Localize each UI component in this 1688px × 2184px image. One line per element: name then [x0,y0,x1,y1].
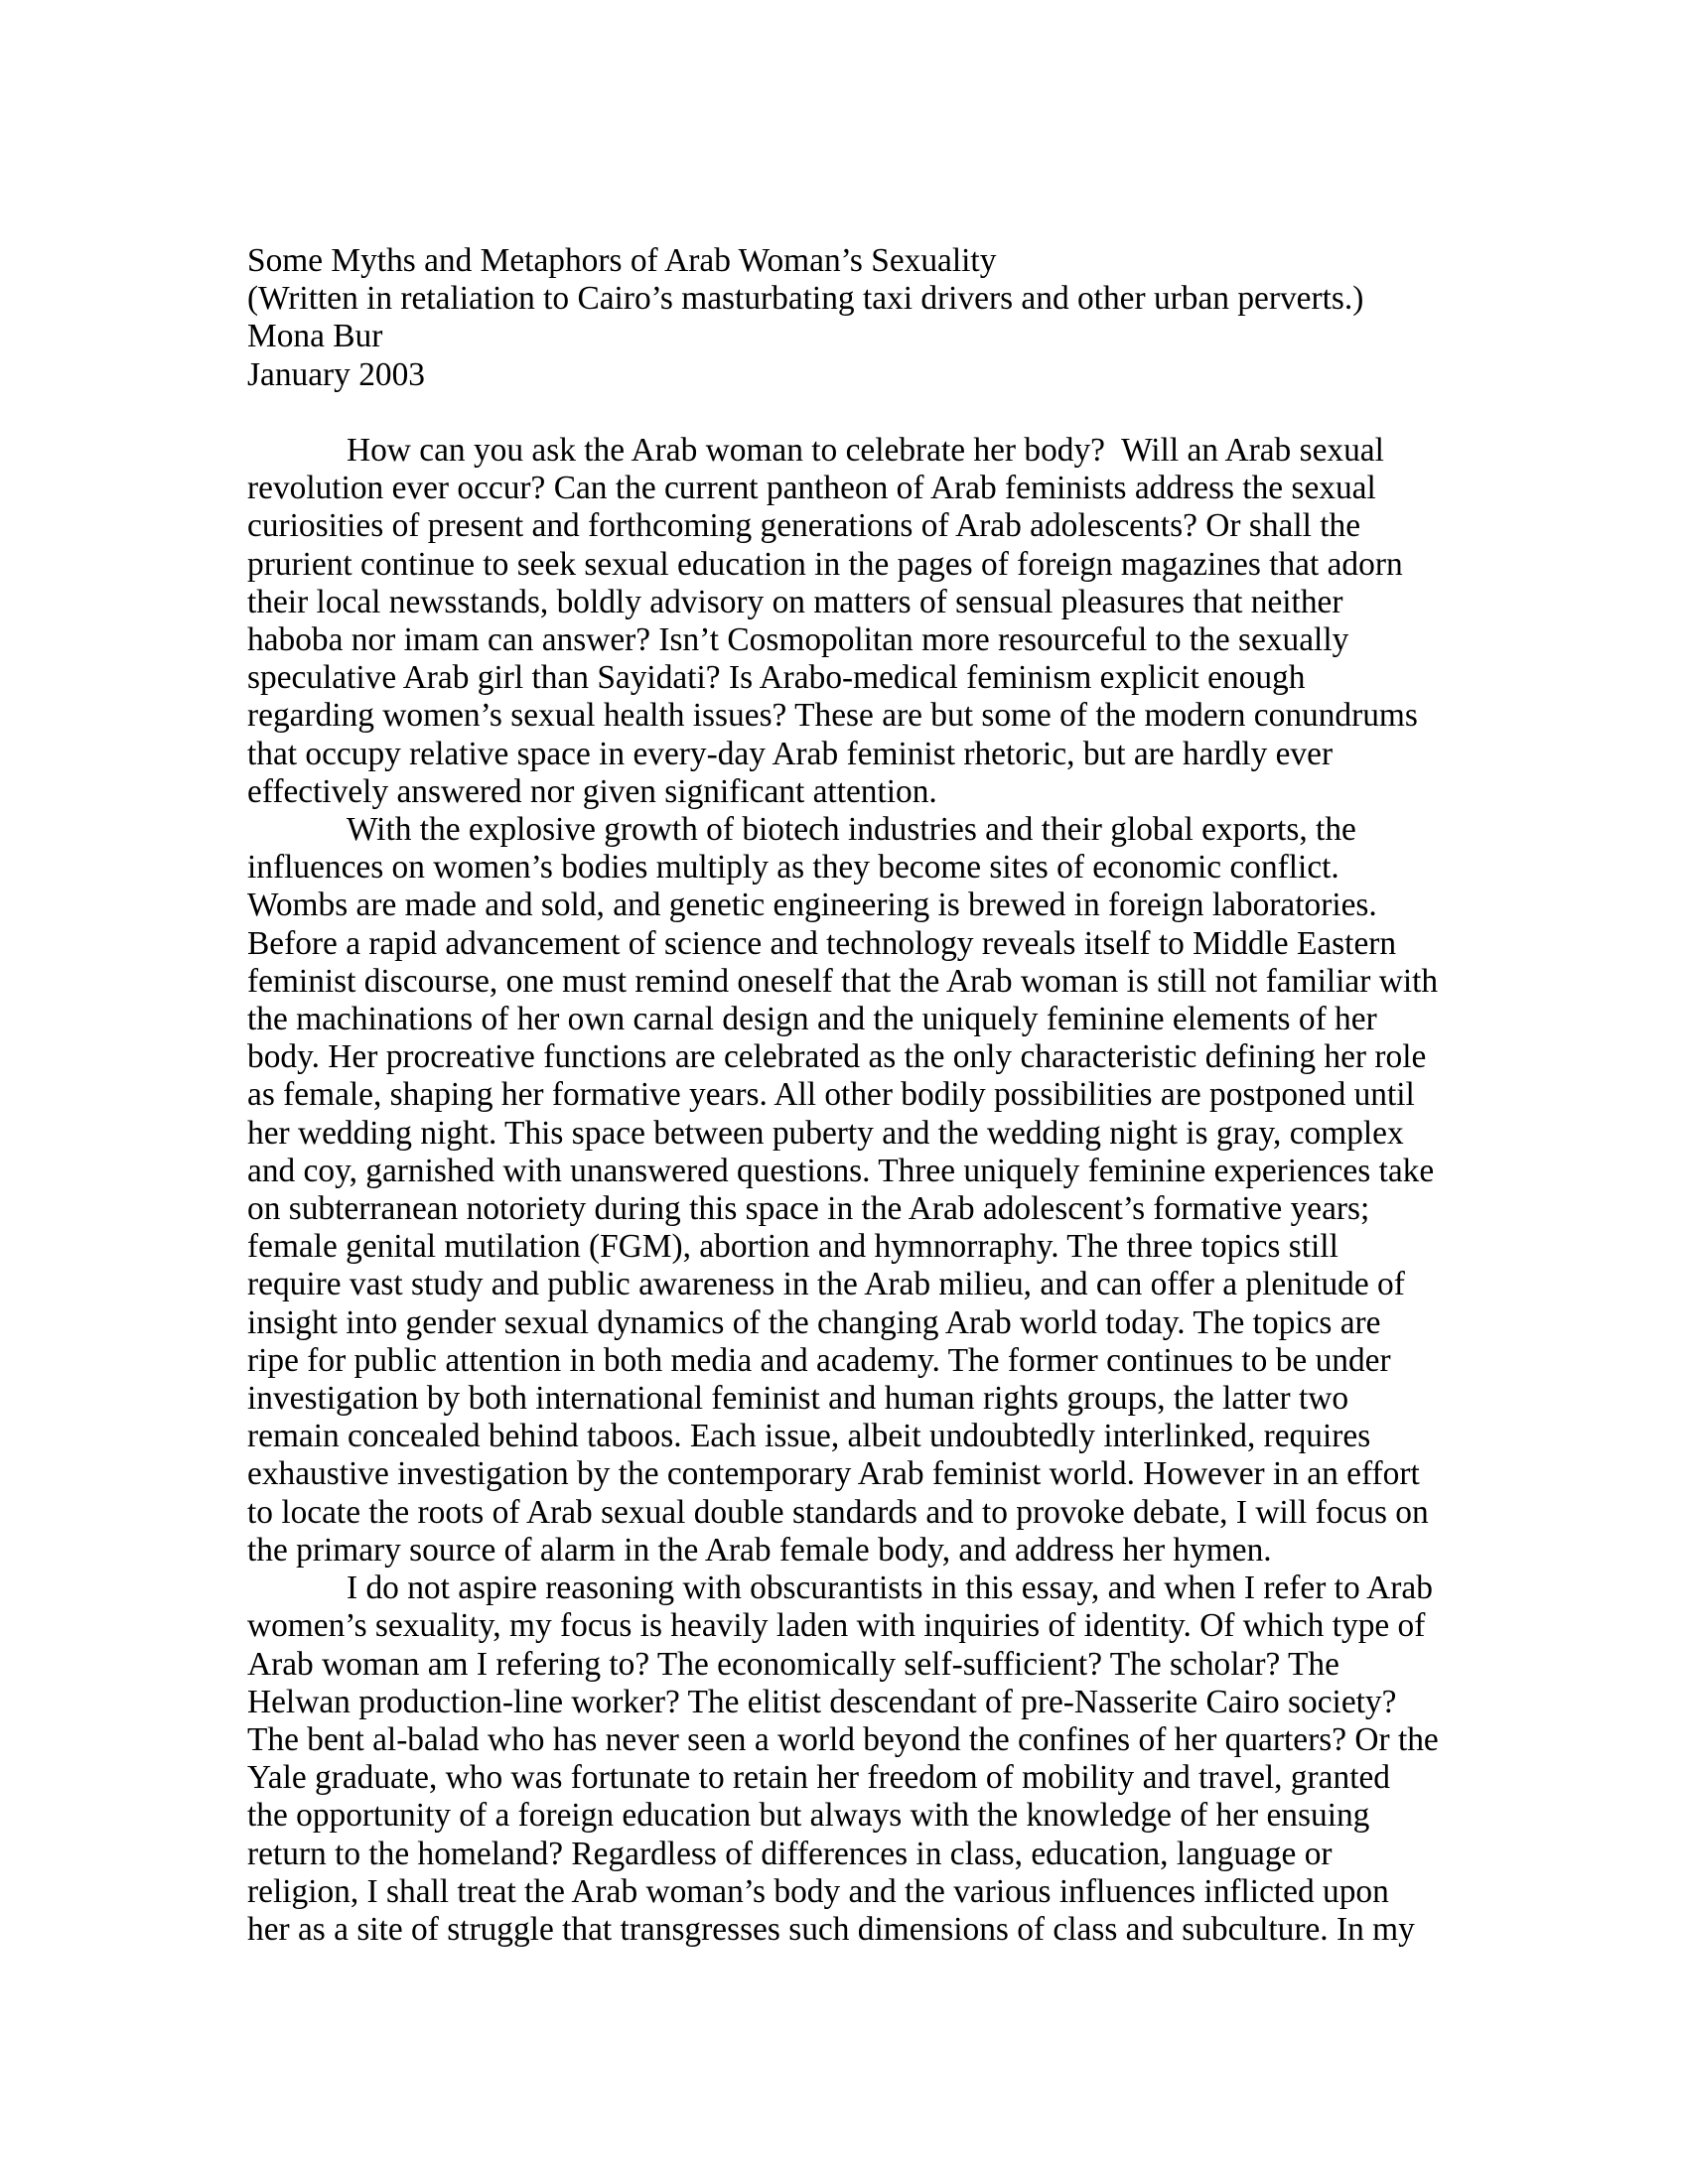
paragraph-line: female genital mutilation (FGM), abortion and hymnorraphy. The three topics still [247,1228,1338,1266]
document-body [247,432,1498,1949]
paragraph-line: as female, shaping her formative years. All other bodily possibilities are postponed until [247,1076,1415,1114]
paragraph-line: How can you ask the Arab woman to celebrate her body? Will an Arab sexual [347,432,1384,469]
paragraph-line: prurient continue to seek sexual education in the pages of foreign magazines that adorn [247,545,1403,583]
paragraph-line: to locate the roots of Arab sexual double standards and to provoke debate, I will focus on [247,1493,1429,1531]
paragraph-line: revolution ever occur? Can the current pantheon of Arab feminists address the sexual [247,470,1376,507]
paragraph-line: regarding women’s sexual health issues? These are but some of the modern conundrums [247,697,1418,735]
paragraph-line: body. Her procreative functions are celebrated as the only characteristic defining her role [247,1038,1427,1076]
paragraph-line: Before a rapid advancement of science and technology reveals itself to Middle Eastern [247,924,1397,962]
paragraph-line: exhaustive investigation by the contemporary Arab feminist world. However in an effort [247,1455,1420,1493]
paragraph-line: haboba nor imam can answer? Isn’t Cosmopolitan more resourceful to the sexually [247,621,1349,659]
paragraph-line: The bent al-balad who has never seen a world beyond the confines of her quarters? Or the [247,1720,1439,1758]
paragraph-line: investigation by both international feminist and human rights groups, the latter two [247,1380,1349,1418]
paragraph-2 [247,811,1498,1570]
paragraph-line: I do not aspire reasoning with obscurantists in this essay, and when I refer to Arab [347,1570,1433,1607]
paragraph-line: influences on women’s bodies multiply as they become sites of economic conflict. [247,849,1339,887]
paragraph-line: her wedding night. This space between puberty and the wedding night is gray, complex [247,1114,1404,1152]
paragraph-line: and coy, garnished with unanswered questions. Three uniquely feminine experiences take [247,1152,1435,1189]
paragraph-line: Helwan production-line worker? The elitist descendant of pre-Nasserite Cairo society? [247,1683,1397,1720]
paragraph-line: Wombs are made and sold, and genetic engineering is brewed in foreign laboratories. [247,887,1377,924]
paragraph-line: her as a site of struggle that transgresses such dimensions of class and subculture. In my [247,1910,1415,1948]
paragraph-line: remain concealed behind taboos. Each issue, albeit undoubtedly interlinked, requires [247,1418,1371,1455]
paragraph-line: ripe for public attention in both media and academy. The former continues to be under [247,1341,1391,1379]
paragraph-line: return to the homeland? Regardless of differences in class, education, language or [247,1835,1333,1872]
paragraph-1 [247,432,1498,811]
paragraph-line: the machinations of her own carnal design and the uniquely feminine elements of her [247,1001,1377,1038]
paragraph-line: women’s sexuality, my focus is heavily laden with inquiries of identity. Of which type of [247,1607,1426,1645]
paragraph-line: Arab woman am I refering to? The economically self-sufficient? The scholar? The [247,1645,1339,1683]
document-author: Mona Bur [247,318,383,355]
paragraph-line: insight into gender sexual dynamics of the changing Arab world today. The topics are [247,1303,1381,1341]
paragraph-line: the primary source of alarm in the Arab female body, and address her hymen. [247,1531,1272,1569]
paragraph-line: curiosities of present and forthcoming generations of Arab adolescents? Or shall the [247,507,1361,545]
document-page [247,242,1498,1949]
paragraph-line: effectively answered nor given significant attention. [247,772,937,810]
document-subtitle: (Written in retaliation to Cairo’s masturbating taxi drivers and other urban perverts.) [247,280,1364,318]
paragraph-line: feminist discourse, one must remind oneself that the Arab woman is still not familiar with [247,962,1439,1000]
document-title: Some Myths and Metaphors of Arab Woman’s Sexuality [247,242,997,279]
paragraph-line: require vast study and public awareness in the Arab milieu, and can offer a plenitude of [247,1266,1405,1303]
paragraph-line: on subterranean notoriety during this space in the Arab adolescent’s formative years; [247,1190,1370,1228]
paragraph-line: their local newsstands, boldly advisory on matters of sensual pleasures that neither [247,583,1343,620]
paragraph-line: With the explosive growth of biotech industries and their global exports, the [347,811,1356,849]
paragraph-line: Yale graduate, who was fortunate to retain her freedom of mobility and travel, granted [247,1759,1390,1797]
paragraph-line: the opportunity of a foreign education but always with the knowledge of her ensuing [247,1797,1370,1835]
paragraph-line: speculative Arab girl than Sayidati? Is Arabo-medical feminism explicit enough [247,659,1306,697]
paragraph-line: religion, I shall treat the Arab woman’s body and the various influences inflicted upon [247,1872,1389,1910]
paragraph-3 [247,1570,1498,1949]
document-header [247,242,1498,394]
paragraph-line: that occupy relative space in every-day Arab feminist rhetoric, but are hardly ever [247,735,1334,772]
document-date: January 2003 [247,355,425,393]
